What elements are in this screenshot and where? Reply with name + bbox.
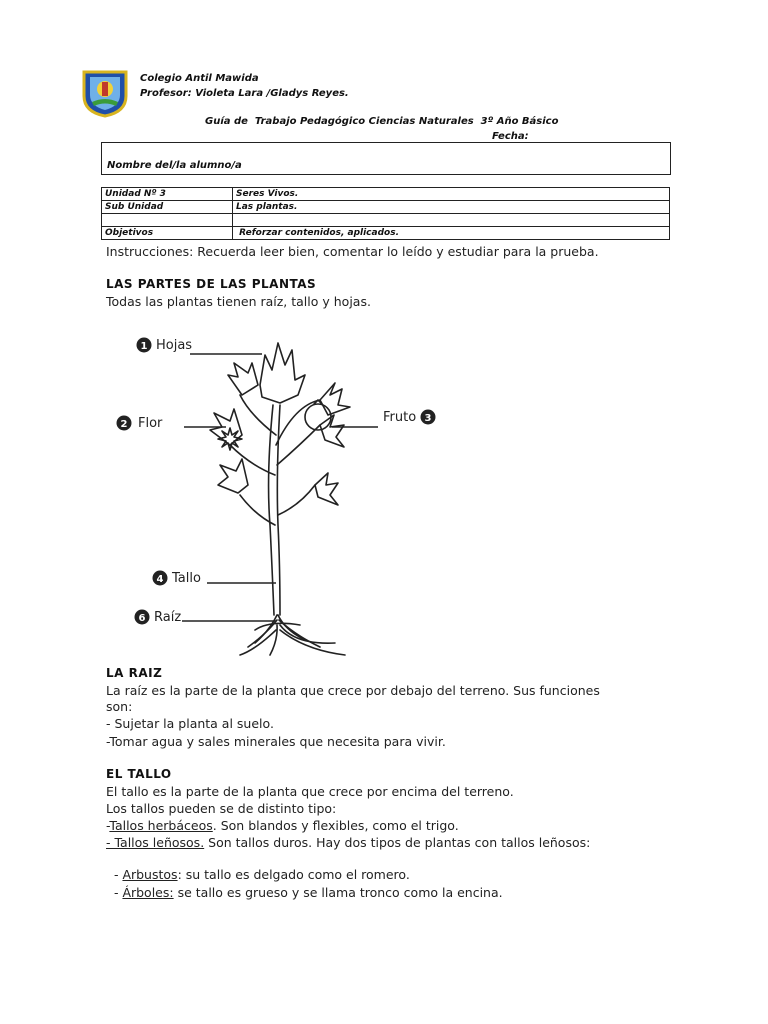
- tallo-line-3: [106, 818, 459, 833]
- school-logo: [80, 68, 130, 118]
- label-2-number: 2: [120, 419, 128, 430]
- label-flor: Flor: [138, 416, 163, 431]
- woody-term: - Tallos leñosos.: [106, 835, 205, 850]
- empty-value: [233, 214, 670, 227]
- teacher-name: Profesor: Violeta Lara /Gladys Reyes.: [140, 88, 349, 99]
- tallo-line-3-rest: . Son blandos y flexibles, como el trigo.: [212, 818, 459, 833]
- tallo-line-5-prefix: -: [113, 867, 123, 882]
- table-row: [102, 227, 670, 240]
- instructions: Instrucciones: Recuerda leer bien, comentar lo leído y estudiar para la prueba.: [106, 244, 599, 259]
- plant-diagram: [120, 325, 450, 665]
- objectives-value: Reforzar contenidos, aplicados.: [233, 227, 670, 240]
- guide-title: Guía de Trabajo Pedagógico Ciencias Naturales 3º Año Básico: [205, 116, 559, 127]
- raiz-line-4: -Tomar agua y sales minerales que necesita para vivir.: [106, 734, 446, 749]
- tallo-line-6-prefix: -: [113, 885, 123, 900]
- unit-value: Seres Vivos.: [233, 188, 670, 201]
- tallo-line-3-prefix: -: [106, 818, 110, 833]
- tallo-section-title: EL TALLO: [106, 767, 172, 781]
- label-tallo: Tallo: [172, 571, 201, 586]
- empty-label: [102, 214, 233, 227]
- school-name: Colegio Antil Mawida: [140, 73, 259, 84]
- table-row: [102, 214, 670, 227]
- parts-intro: Todas las plantas tienen raíz, tallo y hojas.: [106, 294, 371, 309]
- tallo-line-1: El tallo es la parte de la planta que crece por encima del terreno.: [106, 784, 514, 799]
- trees-term: Árboles:: [122, 885, 174, 900]
- raiz-line-3: - Sujetar la planta al suelo.: [106, 716, 274, 731]
- tallo-line-4-rest: Son tallos duros. Hay dos tipos de plantas con tallos leñosos:: [204, 835, 591, 850]
- parts-section-title: LAS PARTES DE LAS PLANTAS: [106, 277, 317, 291]
- tallo-line-6-rest: se tallo es grueso y se llama tronco como la encina.: [173, 885, 503, 900]
- unit-info-table: [101, 187, 670, 240]
- unit-label: Unidad Nº 3: [102, 188, 233, 201]
- objectives-label: Objetivos: [102, 227, 233, 240]
- shrubs-term: Arbustos: [122, 867, 178, 882]
- label-3-number: 3: [424, 413, 432, 424]
- label-1-number: 1: [140, 341, 148, 352]
- label-raiz: Raíz: [154, 610, 182, 625]
- subunit-label: Sub Unidad: [102, 201, 233, 214]
- subunit-value: Las plantas.: [233, 201, 670, 214]
- raiz-line-2: son:: [106, 699, 133, 714]
- label-4-number: 4: [156, 574, 164, 585]
- raiz-line-1: La raíz es la parte de la planta que crece por debajo del terreno. Sus funciones: [106, 683, 600, 698]
- raiz-section-title: LA RAIZ: [106, 666, 163, 680]
- label-hojas: Hojas: [156, 338, 193, 353]
- tallo-line-2: Los tallos pueden se de distinto tipo:: [106, 801, 337, 816]
- student-name-label: Nombre del/la alumno/a: [107, 160, 242, 171]
- plant-illustration: [120, 325, 450, 665]
- herbaceous-term: Tallos herbáceos: [109, 818, 213, 833]
- label-6-number: 6: [138, 613, 146, 624]
- tallo-line-6: [106, 870, 503, 900]
- tallo-line-5-rest: : su tallo es delgado como el romero.: [177, 867, 410, 882]
- date-label: Fecha:: [492, 131, 529, 142]
- table-row: [102, 201, 670, 214]
- student-name-field[interactable]: [101, 142, 671, 175]
- table-row: [102, 188, 670, 201]
- label-fruto: Fruto: [383, 410, 417, 425]
- tallo-line-4: [106, 835, 590, 850]
